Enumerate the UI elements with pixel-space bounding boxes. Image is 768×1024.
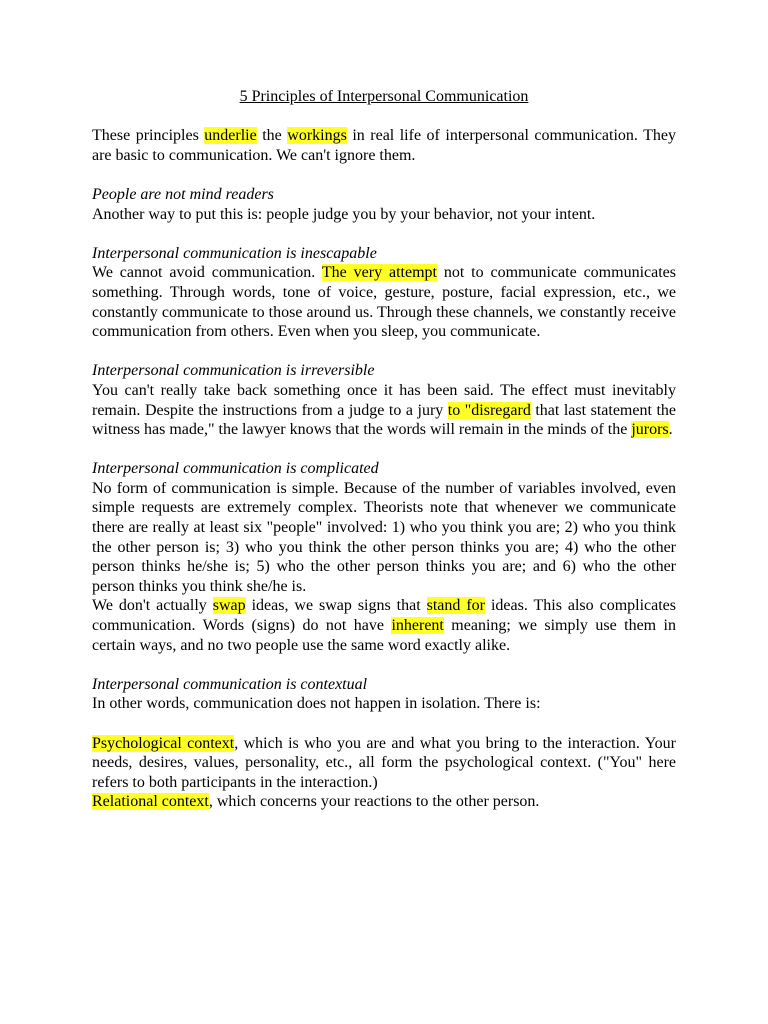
highlighted-text: to "disregard [447,401,531,419]
spacer [92,165,676,185]
section-heading: Interpersonal communication is contextual [92,675,368,693]
highlighted-text: The very attempt [321,264,437,282]
highlighted-text: swap [212,597,246,615]
section-heading: Interpersonal communication is irreversible [92,362,375,380]
context-paragraph: Relational context, which concerns your reactions to the other person. [92,793,540,811]
document-title: 5 Principles of Interpersonal Communication [239,88,529,105]
section-paragraph: You can't really take back something once it has been said. The effect must inevitably remain. Despite the instructions from a judge to a jury to "disregard that last statement the witness has made," the lawyer knows that the words will remain in the minds of the jurors. [92,381,676,439]
section-paragraph: Another way to put this is: people judge you by your behavior, not your intent. [92,205,596,223]
highlighted-text: Psychological context [92,734,235,752]
highlighted-text: underlie [204,127,257,145]
intro-paragraph: These principles underlie the workings in real life of interpersonal communication. They are basic to communication. We can't ignore them. [92,127,677,164]
highlighted-text: stand for [426,597,485,615]
highlighted-text: workings [287,127,347,145]
section-paragraph: In other words, communication does not happen in isolation. There is: [92,695,541,713]
spacer [92,342,676,362]
spacer [92,440,676,460]
section-heading: Interpersonal communication is complicated [92,460,379,478]
section-paragraph: We cannot avoid communication. The very attempt not to communicate communicates something. Through words, tone of voice, gesture, posture, facial expression, etc., we constantly communicate to those around us. Through these channels, we constantly receive communication from others. Even when you sleep, you communicate. [92,264,676,341]
highlighted-text: inherent [391,617,444,635]
section-paragraph: We don't actually swap ideas, we swap signs that stand for ideas. This also complicates communication. Words (signs) do not have inherent meaning; we simply use them in certain ways, and no two people use the same word exactly alike. [92,597,677,654]
spacer [92,655,676,675]
spacer [92,224,676,244]
section-heading: Interpersonal communication is inescapable [92,244,377,262]
highlighted-text: Relational context [92,793,209,811]
sections-container [92,165,676,714]
section-paragraph: No form of communication is simple. Because of the number of variables involved, even simple requests are extremely complex. Theorists note that whenever we communicate there are really at least six "people" involved: 1) who you think you are; 2) who you think the other person is; 3) who you think the other person thinks you are; 4) who the other person thinks he/she is; 5) who the other person thinks you are; and 6) who the other person thinks you think she/he is. [92,479,676,595]
section-heading: People are not mind readers [92,185,274,203]
highlighted-text: jurors [631,421,669,439]
context-paragraph: Psychological context, which is who you are and what you bring to the interaction. Your needs, desires, values, personality, etc., all form the psychological context. ("You" here refers to both participants in the interaction.) [92,734,676,791]
document-page [92,87,676,812]
contexts-container [92,734,676,812]
spacer [92,714,676,734]
